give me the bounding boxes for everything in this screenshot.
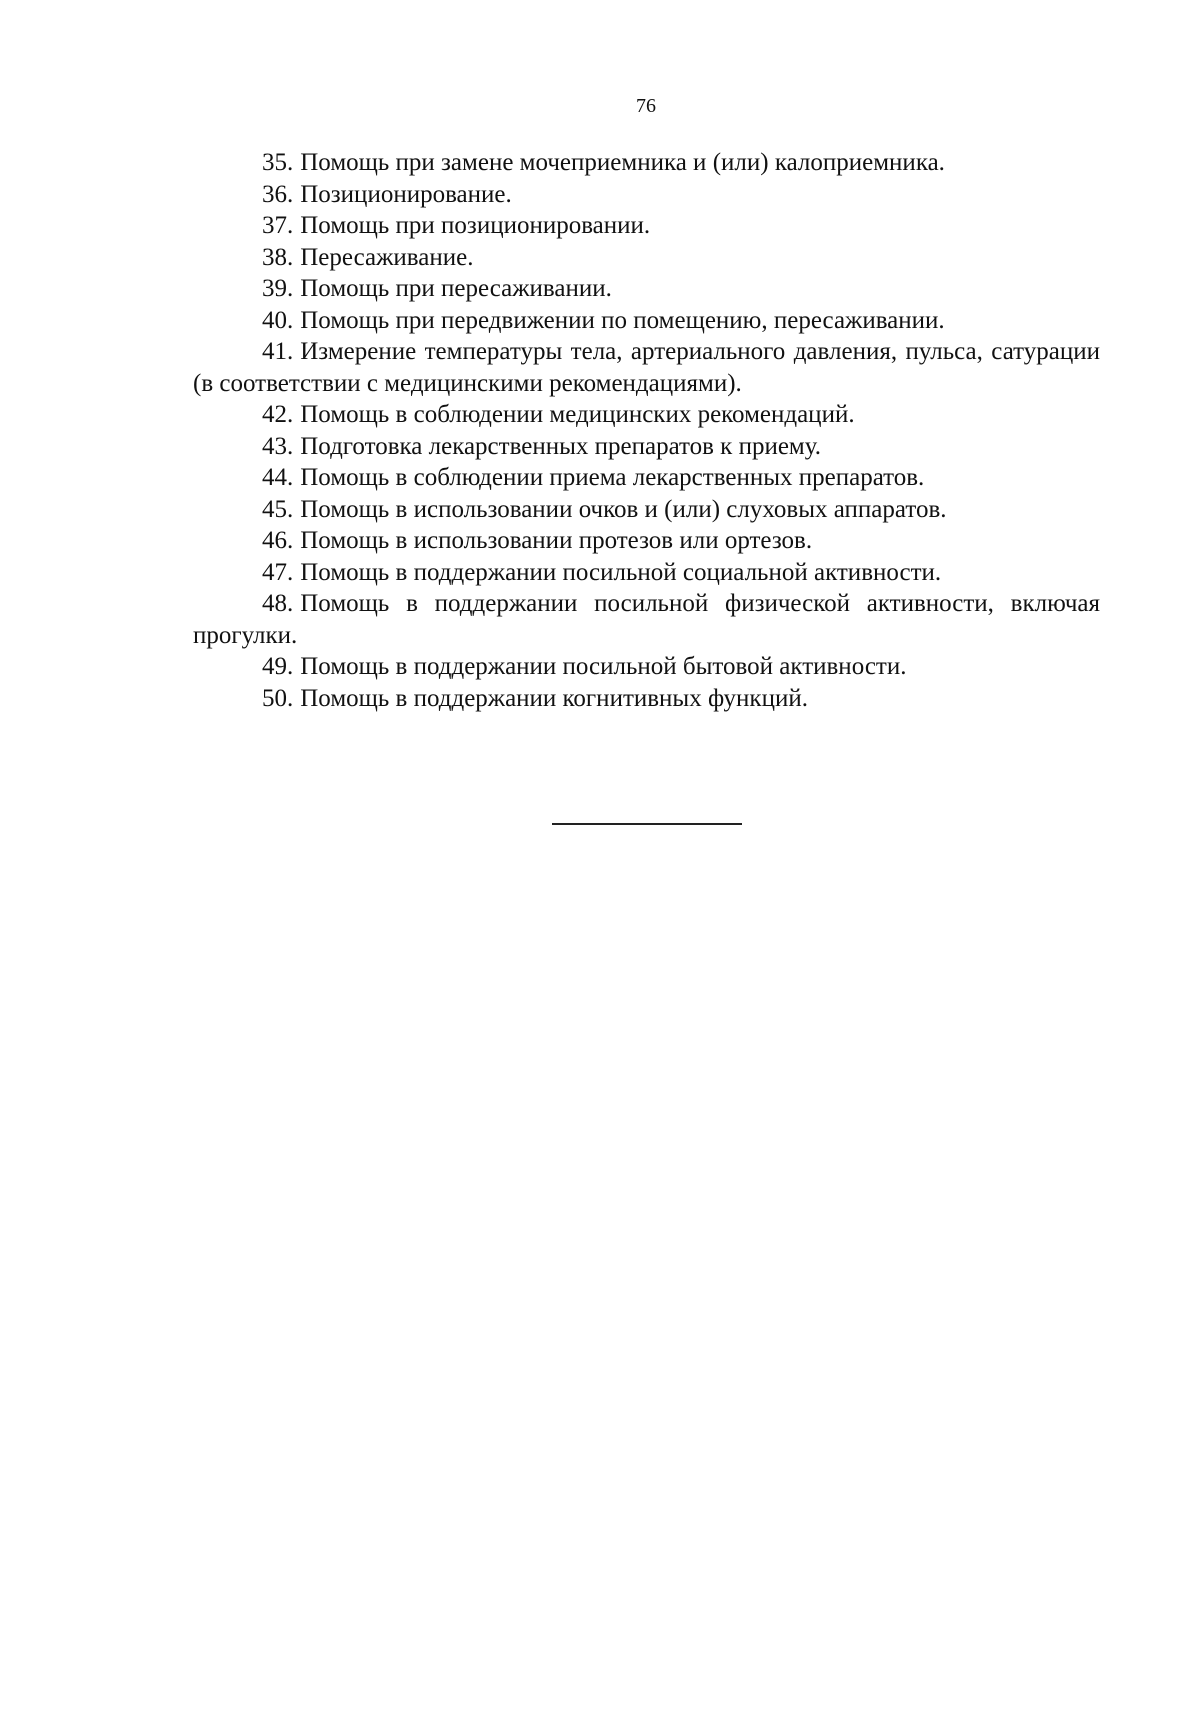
item-number: 36. [262, 180, 294, 208]
item-number: 45. [262, 495, 294, 523]
list-item [193, 305, 1100, 337]
list-item [193, 179, 1100, 211]
services-list [193, 147, 1100, 714]
item-text: Пересаживание. [300, 243, 474, 271]
item-text: Измерение температуры тела, артериального давления, пульса, сатурации (в соответствии с медицинскими рекомендациями). [193, 338, 1100, 397]
item-number: 39. [262, 275, 294, 302]
list-item [193, 147, 1100, 179]
list-item [193, 399, 1100, 431]
list-item [193, 210, 1100, 242]
item-number: 35. [262, 149, 294, 176]
list-item [193, 462, 1100, 494]
item-text: Позиционирование. [300, 180, 512, 208]
list-item [193, 273, 1100, 305]
item-text: Помощь при передвижении по помещению, пересаживании. [300, 306, 945, 334]
item-number: 48. [262, 590, 294, 617]
item-text: Помощь в поддержании когнитивных функций. [300, 684, 808, 712]
list-item [193, 588, 1100, 651]
list-item [193, 557, 1100, 589]
item-text: Помощь при позиционировании. [300, 212, 651, 239]
item-number: 38. [262, 243, 294, 271]
item-text: Помощь при пересаживании. [300, 275, 612, 302]
item-number: 43. [262, 432, 294, 460]
item-number: 46. [262, 527, 294, 554]
item-number: 41. [262, 338, 294, 365]
item-number: 50. [262, 684, 294, 712]
item-text: Помощь при замене мочеприемника и (или) калоприемника. [300, 149, 945, 176]
list-item [193, 494, 1100, 526]
item-text: Помощь в соблюдении приема лекарственных препаратов. [300, 464, 925, 491]
item-text: Помощь в поддержании посильной социальной активности. [300, 558, 942, 586]
item-number: 47. [262, 558, 294, 586]
list-item [193, 683, 1100, 715]
item-text: Помощь в использовании очков и (или) слуховых аппаратов. [300, 495, 947, 523]
item-number: 44. [262, 464, 294, 491]
item-text: Помощь в соблюдении медицинских рекомендаций. [300, 401, 855, 428]
item-text: Помощь в использовании протезов или ортезов. [300, 527, 813, 554]
item-number: 49. [262, 653, 294, 680]
item-text: Помощь в поддержании посильной бытовой активности. [300, 653, 907, 680]
item-number: 40. [262, 306, 294, 334]
list-item [193, 242, 1100, 274]
list-item [193, 336, 1100, 399]
item-number: 37. [262, 212, 294, 239]
list-item [193, 525, 1100, 557]
item-text: Подготовка лекарственных препаратов к приему. [300, 432, 822, 460]
list-item [193, 431, 1100, 463]
item-text: Помощь в поддержании посильной физической активности, включая прогулки. [193, 590, 1100, 649]
item-number: 42. [262, 401, 294, 428]
list-item [193, 651, 1100, 683]
page-number: 76 [636, 95, 656, 117]
end-divider [552, 823, 742, 825]
